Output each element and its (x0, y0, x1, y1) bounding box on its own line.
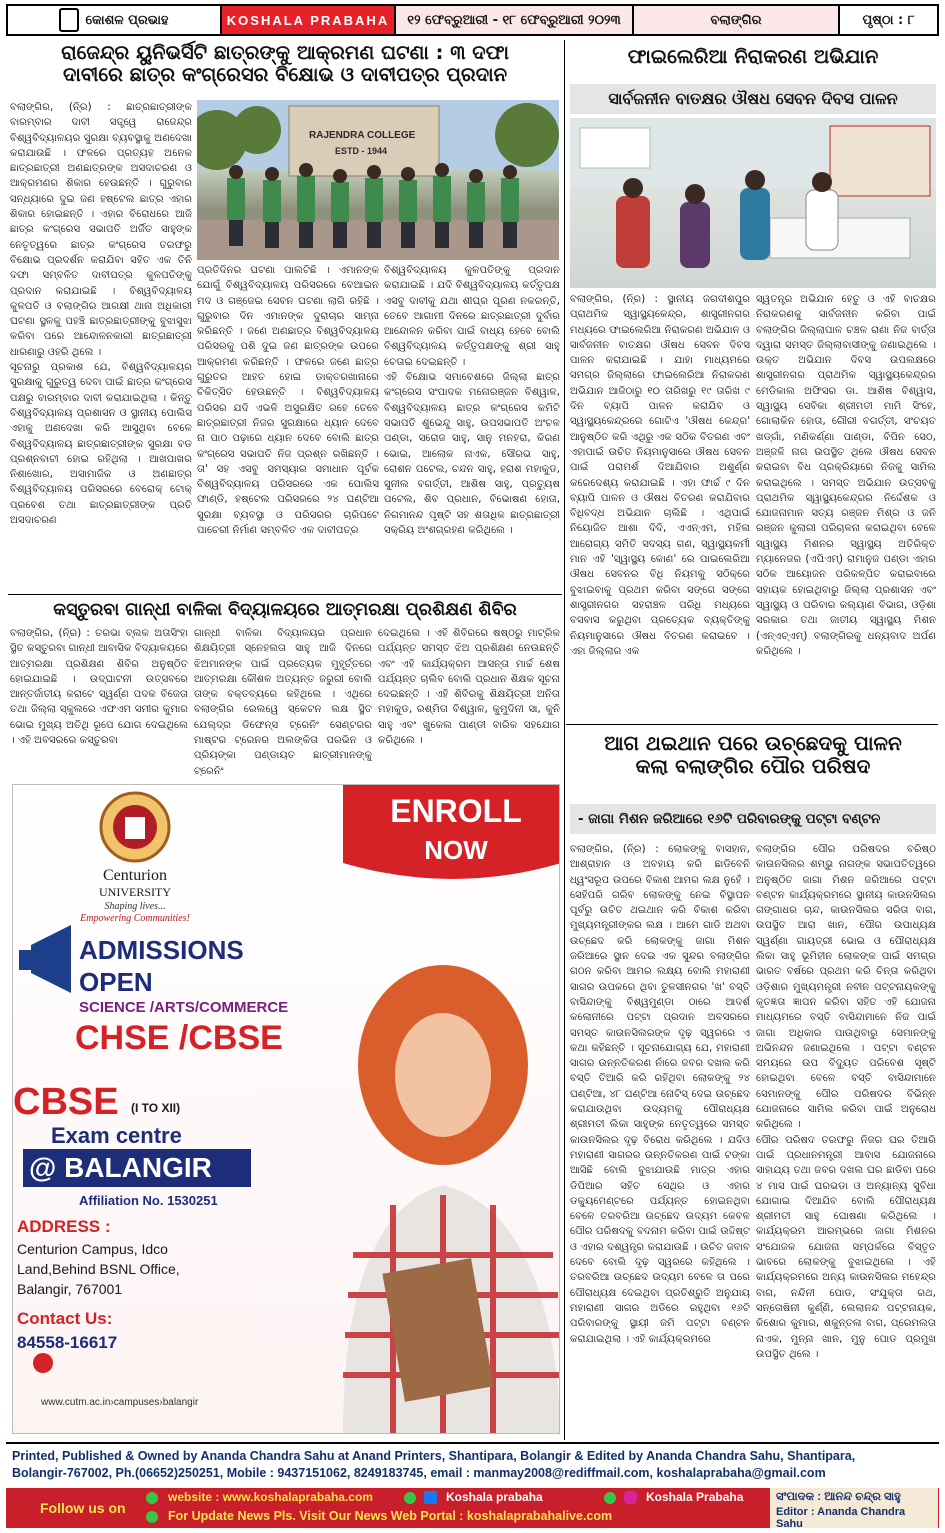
exam-centre-text: Exam centre (51, 1123, 182, 1148)
open-text: OPEN (79, 967, 153, 997)
story3-body-col1: ବଲାଙ୍ଗିର, (ନି୍ର) : ସ୍ଥାନୀୟ ଜଗଦୀଶପୁର ପ୍ରାଥମିକ ସ୍ୱାସ୍ଥ୍ୟକେନ୍ଦ୍ର, ଶାସ୍ତ୍ରୀନଗର ମଧ୍ୟରେ ଫାଇଲେରିଆ ନିରାକରଣ ଅଭିଯାନ ଓ ସାର୍ବଜନୀନ ବାତକ୍ଷର ଔଷଧ ସେବନ ଦିବସ ପାଳନ କରାଯାଇଛି । ଯାହା ମାଧ୍ୟମରେ ସମଗ୍ର ଜିଲ୍ଲାରେ ଫାଇଲେରିଆ ନିରାକରଣ ଅଭିଯାନ ଆଜିଠାରୁ ୧୦ ତାରିଖରୁ ୧୯ ତାରିଖ ୯ ଦିନ ବ୍ୟାପି ପାଳନ କରାଯିବ ଓ ସ୍ୱାସ୍ଥ୍ୟକେନ୍ଦ୍ରରେ ଗୋଟିଏ 'ଔଷଧ କେନ୍ଦ୍ର' ଆନୁଷ୍ଠିତ କରି ଏଥିରୁ ଏକ ସଠିକ ବିତରଣ ଏବଂ ଏହାପାଇଁ ଉଚିତ ନିୟମାନୁସାରେ ଔଷଧ ସେବନ ପାଇଁ ପରାମର୍ଶ ଦିଆଯିବାର ଅଶୁର୍ଣ୍ଣ କରେଦେଶ୍ୟ କରାଯାଇଛି । ଏହା ଫାର୍ଚ୍ଚ ୯ ଦିନ ବ୍ୟାପି ପାଳନ ଓ ଔଷଧ ବିତରଣ କରାଯିବାର ବିଧିବଦ୍ଧ ଅଭିଯାନ ଚାଲିଛି । ଏଥିପାଇଁ ନିୟୋଜିତ ଆଶା ଦିଦି, ଏଏନ୍‌ଏମ, ମହିଳା ଆରୋଗ୍ୟ ସମିତି ସଦସ୍ୟ ଗଣ, ସ୍ୱାସ୍ଥ୍ୟକର୍ମୀ ମାନ ଏହି 'ସ୍ୱାସ୍ଥ୍ୟ କୋଣ' ରେ ପାଇଲେରିଆ ଔଷଧ ସେବନର ବିଧି ନିୟମକୁ ସଠିକ୍‌ରେ ବୁଝାଇବାକୁ ପ୍ରଥମ କରିବା ସଙ୍ଗେ ସଙ୍ଗେ ଶାସ୍ତ୍ରୀନଗର ସହରାଞ୍ଚଳ ପରିଧି ମଧ୍ୟରେ ବସବାସ କରୁଥିବା ପ୍ରତ୍ୟେକ ବ୍ୟକ୍ତିଙ୍କୁ ନିୟମାନୁସାରେ ଔଷଧ ବିତରଣ କରାଇବେ । ଏହା ଜିଲ୍ଲାର ଏକ (570, 294, 750, 657)
story3-headline: ଫାଇଲେରିଆ ନିରାକରଣ ଅଭିଯାନ (627, 45, 879, 68)
instagram-icon (624, 1491, 637, 1504)
story1-headline-line2: ଦାବୀରେ ଛାତ୍ର କଂଗ୍ରେସର ବିକ୍ଷୋଭ ଓ ଦାବୀପତ୍ର ପ୍ରଦାନ (62, 63, 508, 87)
contact-label: Contact Us: (17, 1309, 113, 1328)
ad-tagline-2: Empowering Communities! (80, 913, 190, 924)
story4-subhead: - ଜାଗା ମିଶନ ଜରିଆରେ ୧୬ଟି ପରିବାରଙ୍କୁ ପଟ୍ଟା ବଣ୍ଟନ (570, 804, 936, 834)
address-line-3: Balangir, 767001 (17, 1281, 123, 1297)
imprint-line-1: Printed, Published & Owned by Ananda Chandra Sahu at Anand Printers, Shantipara, Bolangir & Edited by Ananda Chandra Sahu, Shantipara, (12, 1449, 856, 1463)
address-line-2: Land,Behind BSNL Office, (17, 1261, 180, 1277)
story1-headline (8, 42, 562, 87)
issue-date: ୧୨ ଫେବ୍ରୁଆରୀ - ୧୮ ଫେବ୍ରୁଆରୀ ୨୦୨୩ (396, 6, 634, 34)
cbse-text: CBSE (13, 1081, 119, 1123)
page-number: ପୃଷ୍ଠା : ୮ (862, 12, 915, 28)
boards-text: CHSE /CBSE (75, 1019, 283, 1057)
footer-instagram[interactable]: Koshala Prabaha (646, 1490, 744, 1504)
edition-place: ବଲାଙ୍ଗିର (634, 6, 840, 34)
story2-body-col1: ବଲାଙ୍ଗିର, (ନି୍ର) : ତରଭା ବ୍ଲକ ଅତାସିଂହା ସ୍ଥିତ କସ୍ତୁରବା ଗାନ୍ଧୀ ଆବାସିକ ବିଦ୍ୟାଳୟରେ ଆତ୍ମରକ୍ଷା ପ୍ରଶିକ୍ଷଣ ଶିବିର ଅନୁଷ୍ଠିତ ହୋଇଯାଇଛି । ଉଦ୍‌ଘାଟନୀ ଉତ୍ସବରେ ଆନ୍ତର୍ଜାତୀୟ କରାଟେ ସ୍ୱର୍ଣ୍ଣ ପଦକ ବିଜେତା ତଥା ଜିଲ୍ଲା ସ୍କୁଲରେ ଏଫଏମ ସମୀର କୁମାର ଭୋଇ ମୁଖ୍ୟ ଅତିଥି ରୂପେ ଯୋଗ ଦେଇଥିଲେ । ଏହି ଅବସରରେ କସ୍ତୁରବା (10, 628, 188, 747)
editor-box (770, 1488, 938, 1528)
masthead-logo (8, 6, 222, 34)
story4-headline (568, 732, 938, 778)
footer-portal[interactable]: For Update News Pls. Visit Our News Web Portal : koshalaprabahalive.com (168, 1509, 613, 1523)
story1-body-col3: ବିଶ୍ୱବିଦ୍ୟାଳୟ କୁଳପତିଙ୍କୁ ପ୍ରଦାନ କରାଯାଇଛି । ଯଦି ବିଶ୍ୱବିଦ୍ୟାଳୟ କର୍ତ୍ତୃପକ୍ଷ ଏସବୁ ଦାବୀକୁ ଯଥା ଶୀଘ୍ର ପୂରଣ ନକରନ୍ତି, ତେବେ ଆଗାମୀ ଦିନରେ ଛାତ୍ରଛାତ୍ରୀ ଦୁର୍ବାର ଆନ୍ଦୋଳନ କରିବା ପାଇଁ ବାଧ୍ୟ ହେବେ ବୋଲି ବିଶ୍ୱବିଦ୍ୟାଳୟ କର୍ତ୍ତୃପକ୍ଷଙ୍କୁ ଶ୍ରୀ ସାହୁ ଚେତାଇ ଦେଇଛନ୍ତି । ଏହି ବିକ୍ଷୋଭ ସମାବେଶରେ ଜିଲ୍ଲା ଛାତ୍ର କଂଗ୍ରେସ ସଂପାଦକ ମନୋରଞ୍ଜନ ବିଶ୍ୱାଳ, ବିଶ୍ୱବିଦ୍ୟାଳୟ ଛାତ୍ର କଂଗ୍ରେସ କମିଟି ସଭାପତି ଶୁଭେନ୍ଦୁ ସାହୁ, ଉପସଭାପତି ଅଂଚଳ ପଣ୍ଡା, ସରୋଜ ସାହୁ, ସାନୁ ମନହରା, କିରଣ ଭୋଇ, ଆଲୋକ ନାଏକ, ସୌରଭ ସାହୁ, ରୋଶନ ପଟେଲ, ଚନ୍ଦନ ସାହୁ, ହରାଶ ମହାକୁଡ, ସୁନୀଲ ବଗର୍ତ୍ତୀ, ଆଶିଷ ସାହୁ, ପ୍ରତ୍ୟୁଷ ପଟେଲ, ଶିବ ପ୍ରଧାନ, ବିଭୋଷଣ ହୋତା, ନିଗମାନନ୍ଦ ପୃଷ୍ଟି ସହ ଶତାଧିକ ଛାତ୍ରଛାତ୍ରୀ ସକ୍ରିୟ ଅଂଶଗ୍ରହଣ କରିଥିଲେ । (384, 265, 560, 537)
affiliation-text: Affiliation No. 1530251 (79, 1193, 218, 1208)
ad-brand-sub: UNIVERSITY (99, 885, 171, 899)
english-title: KOSHALA PRABAHA (222, 6, 396, 34)
story3-photo (570, 118, 936, 288)
editor-odia: ସଂପାଦକ : ଆନନ୍ଦ ଚନ୍ଦ୍ର ସାହୁ (776, 1491, 901, 1503)
health-camp-photo-illustration (570, 118, 936, 288)
ad-tagline-1: Shaping lives... (104, 901, 166, 912)
web-globe-icon (146, 1492, 158, 1504)
column-divider (564, 40, 565, 1440)
story1-headline-line1: ରାଜେନ୍ଦ୍ର ୟୁନିଭର୍ସିଟି ଛାତ୍ରଙ୍କୁ ଆକ୍ରମଣ ଘଟଣା : ୩ ଦଫା (61, 41, 509, 64)
college-estd: ESTD - 1944 (335, 146, 388, 156)
story1-body-col2: ପ୍ରତିଦିନର ଘଟଣା ପାଲଟିଛି । ଏମାନଙ୍କ ଯୋଗୁଁ ବିଶ୍ୱବିଦ୍ୟାଳୟ ପରିସରରେ ବେଆଇନ ମଦ ଓ ଗଞ୍ଜେଇ ସେବନ ଘଟଣା ଲାଗି ରହିଛି । ଗୁରୁବାର ଦିନ ଏମାନଙ୍କ ଦୁରାଚାର ସାମ୍ନା କରିଛନ୍ତି । ଜଣେ ଅଣଛାତ୍ର ବିଶ୍ୱବିଦ୍ୟାଳୟ ପରିସରକୁ ପଶି ଦୁଇ ଜଣ ଛାତ୍ରଙ୍କ ଉପରେ ଆକ୍ରମଣ କରିଛନ୍ତି । ଫଳରେ ଜଣେ ଛାତ୍ର ଗୁରୁତର ଆହତ ହୋଇ ଡାକ୍ତରଖାନାରେ ଚିକିତ୍ସିତ ହେଉଛନ୍ତି । ବିଶ୍ୱବିଦ୍ୟାଳୟ ପରିସର ଯଦି ଏଭଳି ଅସୁରକ୍ଷିତ ରହେ ତେବେ ଛାତ୍ରଛାତ୍ରୀ ନିଜର ସୁରକ୍ଷାରେ ଧ୍ୟାନ ଦେବେ ନା ପାଠ ପଢ଼ାରେ ଧ୍ୟାନ ଦେବେ ବୋଲି ଛାତ୍ର କଂଗ୍ରେସ ସଭାପତି ନିଜ ପ୍ରଶ୍ନ ରଖିଛନ୍ତି । ତା' ସହ ଏସବୁ ସମସ୍ୟାର ସମାଧାନ ପୂର୍ବକ ବିଶ୍ୱବିଦ୍ୟାଳୟ ପରିସରରେ ଏକ ପୋଲିସ ଫାଣ୍ଡି, ହଷ୍ଟେଲ ପରିସରରେ ୨୪ ଘଣ୍ଟିଆ ସୁରକ୍ଷା ବ୍ୟବସ୍ଥା ଓ ପରିସରର ଚାରିପଟେ ପାଚେରୀ ନିର୍ମାଣ ସମ୍ବଳିତ ଏକ ଦାବୀପତ୍ର (197, 265, 379, 537)
ad-website[interactable]: www.cutm.ac.in›campuses›balangir (41, 1397, 199, 1408)
story2-headline: କସ୍ତୁରବା ଗାନ୍ଧୀ ବାଳିକା ବିଦ୍ୟାଳୟରେ ଆତ୍ମରକ୍ଷା ପ୍ରଶିକ୍ଷଣ ଶିବିର (53, 600, 517, 620)
footer-website[interactable]: website : www.koshalaprabaha.com (168, 1490, 373, 1504)
streams-text: SCIENCE /ARTS/COMMERCE (79, 999, 289, 1016)
footer-divider (6, 1442, 939, 1444)
enroll-now-text[interactable]: NOW (424, 835, 488, 865)
cbse-range-text: (I TO XII) (131, 1101, 181, 1115)
story1-photo (197, 100, 559, 260)
story1-body-col1: ବଲାଙ୍ଗିର, (ନି୍ର) : ଛାତ୍ରଛାତ୍ରୀଙ୍କ ବାରମ୍ବାର ଦାବୀ ସତ୍ତ୍ୱେ ରାଜେନ୍ଦ୍ର ବିଶ୍ୱବିଦ୍ୟାଳୟର ସୁରକ୍ଷା ବ୍ୟବସ୍ଥାକୁ ଅଣଦେଖା କରାଯାଉଛି । ଫଳରେ ପ୍ରତ୍ୟହ ଅନେକ ଛାତ୍ରଛାତ୍ରୀ ଅଣଛାତ୍ରଙ୍କ ଅସଦାଚରଣ ଓ ଆକ୍ରମଣର ଶିକାର ହେଉଛନ୍ତି । ଗୁରୁବାର ସନ୍ଧ୍ୟାରେ ଦୁଇ ଜଣ ହଷ୍ଟେଲ ଛାତ୍ର ଏହାର ଶିକାର ହୋଇଛନ୍ତି । ଏହାର ବିରୋଧରେ ଆଜି ଛାତ୍ର କଂଗ୍ରେସ ସଭାପତି ଅର୍ଜିତ ସାହୁଙ୍କ ନେତୃତ୍ୱରେ ଛାତ୍ର କଂଗ୍ରେସ ତରଫରୁ ବିକ୍ଷୋଭ ପ୍ରଦର୍ଶନ କରାଯିବା ସହିତ ଏକ ତିନି ଦଫା ସମ୍ବଳିତ ଦାବୀପତ୍ର କୁଳପତିଙ୍କୁ ପ୍ରଦାନ କରାଯାଇଛି । ବିଶ୍ୱବିଦ୍ୟାଳୟ କୁଳପତି ଓ ବଲାଙ୍ଗିର ଆରକ୍ଷୀ ଥାନା ଅଧିକାରୀ ଘଟଣା ସ୍ଥଳକୁ ପହଞ୍ଚି ଛାତ୍ରଛାତ୍ରୀଙ୍କୁ ବୁଝାସୁଝା କରିବା ପରେ ଆନ୍ଦୋଳନକାରୀ ଛାତ୍ରଛାତ୍ରୀ ଧାରଣାରୁ ଓହରି ଥିଲେ । ସୂଚନାରୁ ପ୍ରକାଶ ଯେ, ବିଶ୍ୱବିଦ୍ୟାଳୟର ସୁରକ୍ଷାକୁ ଗୁରୁତ୍ୱ ଦେବା ପାଇଁ ଛାତ୍ର କଂଗ୍ରେସ ପକ୍ଷରୁ ବାରମ୍ବାର ଦାବୀ କରାଯାଇଥିଲା । କିନ୍ତୁ ବିଶ୍ୱବିଦ୍ୟାଳୟ ପ୍ରଶାସନ ଓ ସ୍ଥାନୀୟ ପୋଲିସ ଏହାକୁ ଅଣଦେଖା କରି ଆସୁଥିବା ବେଳେ ବିଶ୍ୱବିଦ୍ୟାଳୟ ଛାତ୍ରଛାତ୍ରୀଙ୍କ ସୁରକ୍ଷା ବଡ ପ୍ରଶ୍ନବାଚୀ ହୋଇ ରହିଥିଲା । ଆଖପାଖର ନିଶାଖୋର, ଅସାମାଜିକ ଓ ଅଣଛାତ୍ର ବିଶ୍ୱବିଦ୍ୟାଳୟ ପରିସରରେ ବେରୋକ୍ ଟୋକ୍ ପ୍ରବେଶ ତଥା ଛାତ୍ରଛାତ୍ରୀଙ୍କ ପ୍ରତି ଅସଦାଚରଣ (10, 102, 192, 527)
logo-text: କୋଶଳ ପ୍ରଭାହ (85, 12, 169, 28)
logo-emblem-icon (59, 8, 79, 32)
masthead (6, 4, 939, 36)
story2-body-col2: ଗାନ୍ଧୀ ବାଳିକା ବିଦ୍ୟାଳୟର ପ୍ରଧାନ ଶିକ୍ଷୟିତ୍ରୀ ସ୍ନେହଲତା ସାହୁ ଆଜି ଦିନରେ ଝିଅମାନଙ୍କ ପାଇଁ ପ୍ରତ୍ୟେକ ମୁହୂର୍ତ୍ତରେ ଆତ୍ମରକ୍ଷା କୌଶଳ ଅତ୍ୟନ୍ତ ଜରୁରୀ ବୋଲି ତାଙ୍କ ବକ୍ତବ୍ୟରେ କହିଥିଲେ । ଏଥିରେ ବଲାଙ୍ଗିର ରେଲୱେ ସ୍କେଟନ ଲକ୍ଷ ସ୍ଥିତ ଯେଲ୍ଦ୍ର ଡିଫେନ୍ସ ଟ୍ରେନିଂ ସେଣ୍ଟରର ମାଷ୍ଟର ଟ୍ରେନର ଅଲଙ୍କିତା ପରଭିନ ଓ ପ୍ରିୟଙ୍କା ପଣ୍ଡାୟତ ଛାତ୍ରୀମାନଙ୍କୁ ଟ୍ରେନିଂ (194, 628, 372, 776)
story2-body-col3: ଦେଇଥିଲେ । ଏହି ଶିବିରରେ ଷଷ୍ଠରୁ ମାଟ୍ରିକ ପର୍ଯ୍ୟନ୍ତ ସମସ୍ତ ଝିଅ ପ୍ରଶିକ୍ଷଣ ନେଉଛନ୍ତି ଏବଂ ଏହି କାର୍ଯ୍ୟକ୍ରମ ଆସନ୍ତା ମାର୍ଚ୍ଚ ଶେଷ ପର୍ଯ୍ୟନ୍ତ ଚାଲିବ ବୋଲି ପ୍ରଧାନ ଶିକ୍ଷକ ସୂଚନା ଦେଇଛନ୍ତି । ଏହି ଶିବିରକୁ ଶିକ୍ଷୟିତ୍ରୀ ଅନିତା ମହାକୁଡ, ରଶ୍ମିତା ବିଶ୍ୱାଳ, କୁମୁଦିନୀ ସା, କୁନି ସାହୁ ଏବଂ ଖୁକେଲ ପାଣ୍ଡୀ ବାରିକ ସହଯୋଗ କରିଥିଲେ । (378, 628, 560, 747)
at-balangir-text: @ BALANGIR (23, 1149, 251, 1187)
story3-body-col2: ସ୍ୱତନ୍ତ୍ର ଅଭିଯାନ ହେତୁ ଓ ଏହି ବାତକ୍ଷର ନିରାକରଣକୁ ସାର୍ବଜନୀନ କରିବା ପାଇଁ ବଲାଙ୍ଗିର ଜିଲ୍ଲାପାଳ ଚଞ୍ଚଳ ରାଣା ନିଜ ବାର୍ତ୍ତା ଦ୍ୱାରା ସମସ୍ତ ଜିଲ୍ଲାବାସୀଙ୍କୁ ଜଣାଇଥିଲେ । ଉକ୍ତ ଅଭିଯାନ ଦିବସ ଉପଲକ୍ଷରେ ଶାସ୍ତ୍ରୀନଗର ପ୍ରାଥମିକ ସ୍ୱାସ୍ଥ୍ୟକେନ୍ଦ୍ରର ମେଡିକାଲ ଅଫିସର ଡା. ଆଶିଷ ବିଶ୍ୱାସ, ସ୍ୱାସ୍ଥ୍ୟ ସେବିକା ଶ୍ରୀମତୀ ମାମି ସିଂହେ, ଗୋଲାକିନ ହୋତା, ଗୌରୀ ବଗର୍ତ୍ତୀ, ସଂଚୟତ ଖଡ୍‌ଗାଁ, ମଣିକର୍ଣ୍ଣା ପାଣ୍ଡା, ବିପିନ ସେଠ, ଅଞ୍ଜଳି ନାଗ ଉପସ୍ଥିତ ଥିଲେ ଔଷଧ ସେବନ କରାଇବା ବିଧ ପ୍ରକ୍ରିୟାରେ ନିଜକୁ ସାମିଲ କରାଇଥିଲେ । ସମସ୍ତ ଅଭିଯାନ ଉତ୍ସବକୁ ପ୍ରାଥମିକ ସ୍ୱାସ୍ଥ୍ୟକେନ୍ଦ୍ରର ନିର୍ଦ୍ଦେଶକ ଓ ଯୋଜନାମାନ ସତ୍ୟ ରଞ୍ଜନ ମିଶ୍ର ଓ ଜନି ରଞ୍ଜନ କୁଲାରୀ ପରିଚାଳନା କରାଇଥିବା ବେଳେ ସ୍ୱାସ୍ଥ୍ୟ ମିଶନର ସ୍ୱାସ୍ଥ୍ୟ ଅତିରିକ୍ତ ମ୍ୟାନେଜର (ଏପିଏମ୍) ରାମାନୁଜ ପଣ୍ଡା ଏହାର ସଠିକ ଆୟୋଜନ ପରିକଳ୍ପିତ କରାଇବାରେ ସହାୟକ ହୋଇଥିବାରୁ ଜିଲ୍ଲା ପ୍ରଶାସନ ଏବଂ ସ୍ୱାସ୍ଥ୍ୟ ଓ ପରିବାର କଲ୍ୟାଣ ବିଭାଗ, ଓଡ଼ିଶା ସରକାର ତଥା ଜାତୀୟ ସ୍ୱାସ୍ଥ୍ୟ ମିଶନ (ଏନ୍‌ଏଚ୍‌ଏମ୍) ବଲାଙ୍ଗିରକୁ ଧନ୍ୟବାଦ ଅର୍ପଣ କରିଥିଲେ । (756, 294, 936, 657)
college-sign: RAJENDRA COLLEGE (309, 130, 416, 141)
web-globe-icon (146, 1511, 158, 1523)
whatsapp-icon (604, 1492, 616, 1504)
footer-facebook[interactable]: Koshala prabaha (446, 1490, 543, 1504)
address-line-1: Centurion Campus, Idco (17, 1241, 168, 1257)
enroll-text[interactable]: ENROLL (390, 793, 522, 829)
story-divider (8, 594, 562, 595)
story4-body-col2: ବଲାଙ୍ଗିର ପୌର ପରିଷଦର ବରିଷ୍ଠ କାଉନସିଲର ଶମ୍ଭୁ ନାଗଙ୍କ ସଭାପତିତ୍ୱରେ ଅନୁଷ୍ଠିତ ଜାଗା ମିଶନ ଜରିଆରେ ପଟ୍ଟା ବଣ୍ଟନ କାର୍ଯ୍ୟକ୍ରମରେ ସ୍ଥାନୀୟ କାଉନସିଲର ଗଙ୍ଗାଧର ଚାନ୍ଦ, କାଉନସିଲର ସରିତା ବାଗ, ଉପସ୍ଥିତ ଆରା ଖାନ, ପୌର ଉପାଧ୍ୟକ୍ଷ ସ୍ୱର୍ଣ୍ଣା ଗାୟତ୍ରୀ ଭୋଇ ଓ ପୌରାଧ୍ୟକ୍ଷ ଲିକା ସାହୁ ଭୂମିହୀନ ଲୋକଙ୍କ ପାଇଁ ସମଗ୍ର ଭାରତ ବର୍ଷରେ ପ୍ରଥମ କରି ଚିନ୍ତା କରିଥିବା ଓଡ଼ିଶାର ମୁଖ୍ୟମନ୍ତ୍ରୀ ନବୀନ ପଟ୍ଟନାୟକଙ୍କୁ କୃତଜ୍ଞତା ଜ୍ଞାପନ କରିବା ସହିତ ଏହି ଯୋଜନା ମାଧ୍ୟମରେ ବସ୍ତି ବାସିନ୍ଦାମାନେ ନିଜ ପାଇଁ ଜାଗା ଅଧିକାର ପାଉଥିବାରୁ ସେମାନଙ୍କୁ ଅଭିନନ୍ଦନ ଜଣାଇଥିଲେ । ପଟ୍ଟା ବଣ୍ଟନ ସମୟରେ ଉପ ବିଦ୍ୟୁତ ପରିବେଶ ସୃଷ୍ଟି ହୋଇଥିବା ବେଳେ ବସ୍ତି ବାସିନ୍ଦାମାନେ ସେମାନଙ୍କୁ ପୌର ପରିଷଦର ବିଭିନ୍ନ ଯୋଜନାରେ ସାମିଲ କରିବା ପାଇଁ ଅନୁରୋଧ କରିଥିଲେ । ପୌର ପରିଷଦ ତରଫରୁ ନିଜର ଘର ତିଆରି ପାଇଁ ପ୍ରଧାନମନ୍ତ୍ରୀ ଆବାସ ଯୋଜନାରେ ସାହାଯ୍ୟ ତଥା ଜବର ଦଖଲ ଘର ଛାଡିବା ପରେ ୪ ମାସ ପାଇଁ ଘରଭଡା ଓ ଅନ୍ୟାନ୍ୟ ସୁବିଧା ଯୋଗାଇ ଦିଆଯିବ ବୋଲି ପୌରାଧ୍ୟକ୍ଷ ଶ୍ରୀମତୀ ସାହୁ ଘୋଷଣା କରିଥିଲେ । କାର୍ଯ୍ୟକ୍ରମ ଆରମ୍ଭରେ ଜାଗା ମିଶନର ସଂଯୋଜକ ଯୋଜନା ସମ୍ପର୍କରେ ବିସ୍ତୃତ ଭାବରେ ଲୋକଙ୍କୁ ବୁଝାଇଥିଲେ । ଏହି କାର୍ଯ୍ୟକ୍ରମରେ ଅନ୍ୟ କାଉନସିଲର ମହେନ୍ଦ୍ର ବାଗ, ନନ୍ଦିନୀ ପୋଡ, ସଂଯୁକ୍ତା ରଥ, ସନ୍ତୋଷିନୀ କୁର୍ଣ୍ଣି, ଲେଲାନନ୍ଦ ପଟ୍ଟନାୟକ, କିଶୋର କୁମାର, ଶକୁନ୍ତଳା ବାଗ, ପ୍ରେମଲତା ନାଏକ, ମୁନ୍ନା ଖାନ, ମୁନୁ ପୋଡ ପ୍ରମୁଖ ଉପସ୍ଥିତ ଥିଲେ । (756, 844, 936, 1360)
centurion-university-ad[interactable] (12, 784, 560, 1434)
story3-subhead: ସାର୍ବଜନୀନ ବାତକ୍ଷର ଔଷଧ ସେବନ ଦିବସ ପାଳନ (570, 84, 936, 114)
admissions-text: ADMISSIONS (79, 935, 244, 965)
imprint-line-2: Bolangir-767002, Ph.(06652)250251, Mobile : 9437151062, 8249183745, email : manmay2008@rediffmail.com, koshalaprabaha@gmail.com (12, 1465, 826, 1480)
address-label: ADDRESS : (17, 1217, 111, 1236)
story-divider (566, 724, 938, 725)
facebook-icon (424, 1491, 437, 1504)
story4-headline-line1: ଆଗ ଥଇଥାନ ପରେ ଉଚ୍ଛେଦକୁ ପାଳନ (604, 731, 902, 755)
follow-us-label: Follow us on (40, 1500, 126, 1516)
story4-body-col1: ବଲାଙ୍ଗିର, (ନି୍ର) : ଲୋକଙ୍କୁ ବାସହାନ, ଆଶ୍ରାହାନ ଓ ଅବହାୟ କରି ଛାଡିବେନି ଧ୍ୱଂସରୂପ ଉପରେ ବିକାଶ ଆମର ଲକ୍ଷ ନୁହେଁ । ସେହିପରି ଗରିବ ଲୋକଙ୍କୁ ନେଇ ବିସ୍ଥାପନ ପୂର୍ବରୁ ଉଚିତ ଥଇଥାନ କରି ବିକାଶ କରିବା ମୁଖ୍ୟମନ୍ତ୍ରୀଙ୍କର ଲକ୍ଷ । ଆମେ ଗାଡି ଅଥବା ଉଚ୍ଛେଦ କରି ଲୋକଙ୍କୁ ଜାଗା ମିଶନ ଜରିଆରେ ସ୍ଥାନ ଦେଇ ଏକ ସୁନ୍ଦର ବଲାଙ୍ଗିର ଗଠନ କରିବା ଆମର ଲକ୍ଷ୍ୟ ବୋଲି ମହାରାଣୀ ସାଗର ଉପକରେ ଥିବା ତୁଳସୀନଗର 'ଖ' ବସ୍ତି ବାସିନ୍ଦାଙ୍କୁ ବିଶ୍ୱମୁଣ୍ଡା ଠାରେ ଆଦର୍ଶ କଲୋନୀରେ ପଟ୍ଟା ପ୍ରଦାନ ଅବସରରେ ସମସ୍ତ କାଉନସିଲରଙ୍କ ଦୃଢ଼ ସ୍ୱରରେ ଏ କଥା କହିଛନ୍ତି । ସୂଚନାଯୋଗ୍ୟ ଯେ, ମହାରାଣୀ ସାଗର ଉନ୍ନତିକରଣ ନାଁରେ ଜବର ଦଖଲ କରି ବସ୍ତି ତିଆରି କରି ରହିଥିବା ଲୋକଙ୍କୁ ୨୪ ଘଣ୍ଟିଆ, ୪୮ ଘଣ୍ଟିଆ ନୋଟିସ୍ ଦେଇ ଉଚ୍ଛେଦ କରାଯାଉଥିବା ଉଦ୍ୟମକୁ ପୌରାଧ୍ୟକ୍ଷ ଶ୍ରୀମତୀ ଲିକା ସାହୁଙ୍କ ନେତୃତ୍ୱରେ ସମସ୍ତ କାଉନସିଲର ଦୃଢ଼ ବିରୋଧ କରିଥିଲେ । ଯଦିଓ ମହାରାଣୀ ସାଗରର ଉନ୍ନତିକରଣ ପାଇଁ ଟଙ୍କା ଆସିଛି ବୋଲି ବୁଝାଯାଉଛି ମାତ୍ର ଏହାର ଡିପିଆର ସହିତ ସେଥିର ଓ ଏହାର ଡକ୍ୟୁମେଣ୍ଟରେ ପର୍ଯ୍ୟନ୍ତ ହୋଇନଥିବା ବେଳେ ତରବରିଆ ଉଚ୍ଛେଦ ଉଦ୍ୟମ କେବଳ ପୌର ପରିଷଦକୁ ବଦନାମ କରିବା ପାଇଁ ଉଦ୍ଦିଷ୍ଟ ଓ ଏହାର ଦଶ୍ୱନ୍ତ୍ର କରାଯାଉଛି । ଉଚିତ ଜବାବ ଦେବେ ବୋଲି ଦୃଢ଼ ସ୍ୱରରେ କହିଥିଲେ । ତରବରିଆ ଉଚ୍ଛେଦ ଉଦ୍ୟମ ବେଳେ ତା ପରେ ପୌରାଧ୍ୟକ୍ଷ ଦେଇଥିବା ପ୍ରତିଶ୍ରୁତି ଅନୁଯାୟ ମହାରାଣୀ ସାଗର ଅଡିରେ ରହୁଥିବା ୧୬ଟି ପରିବାରଙ୍କୁ ସ୍ଥାୟୀ ଜମି ପଟ୍ଟା ବଣ୍ଟନ କରାଯାଇଥିଲା । ଏହି କାର୍ଯ୍ୟକ୍ରମରେ (570, 844, 750, 1345)
protest-photo-illustration (197, 100, 559, 260)
social-footer-bar (6, 1488, 939, 1528)
editor-english: Editor : Ananda Chandra Sahu (776, 1506, 906, 1530)
whatsapp-icon (404, 1492, 416, 1504)
contact-number[interactable]: 84558-16617 (17, 1333, 118, 1352)
ad-brand-name: Centurion (103, 867, 167, 884)
story4-headline-line2: କଲା ବଲାଙ୍ଗିର ପୌର ପରିଷଦ (635, 754, 871, 778)
imprint-line (6, 1446, 939, 1488)
